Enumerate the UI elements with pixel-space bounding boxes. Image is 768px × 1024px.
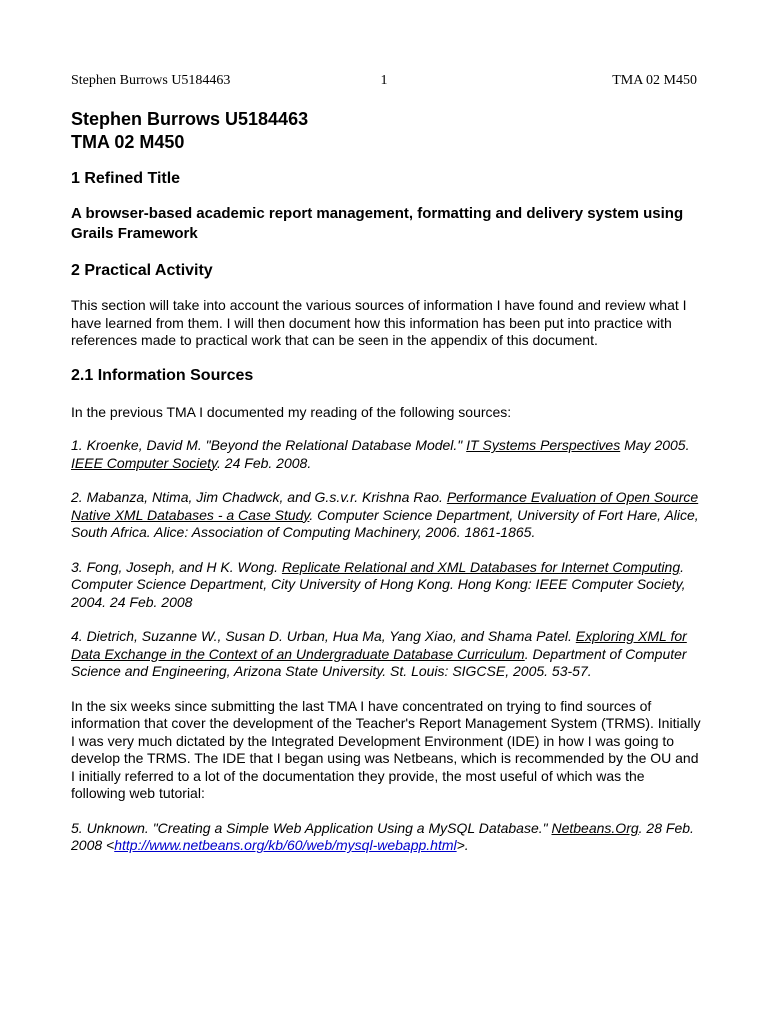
- header-right: TMA 02 M450: [612, 73, 697, 88]
- reference-4-title: Exploring XML for Data Exchange in the Context of an Undergraduate Database Curriculum: [71, 628, 687, 662]
- header-left: Stephen Burrows U5184463: [71, 73, 231, 88]
- running-header: [71, 73, 697, 89]
- reference-4: 4. Dietrich, Suzanne W., Susan D. Urban, Hua Ma, Yang Xiao, and Shama Patel. Exploring XML for Data Exchange in the Context of an Undergraduate Database Curriculum. Department of Computer Science and Engineering, Arizona State University. St. Louis: SIGCSE, 2005. 53-57.: [71, 628, 687, 679]
- reference-3: 3. Fong, Joseph, and H K. Wong. Replicate Relational and XML Databases for Internet Computing. Computer Science Department, City University of Hong Kong. Hong Kong: IEEE Computer Society, 2004. 24 Feb. 2008: [71, 558, 686, 610]
- refined-title: A browser-based academic report management, formatting and delivery system using Grails Framework: [71, 205, 684, 242]
- section-2-intro: This section will take into account the various sources of information I have found and review what I have learned from them. I will then document how this information has been put into practice with references made to practical work that can be seen in the appendix of this document.: [71, 297, 687, 348]
- reference-1: 1. Kroenke, David M. "Beyond the Relational Database Model." IT Systems Perspectives May 2005. IEEE Computer Society. 24 Feb. 2008.: [71, 437, 690, 471]
- section-1-heading: 1 Refined Title: [71, 170, 181, 187]
- header-page-number: 1: [380, 73, 388, 88]
- reference-2: 2. Mabanza, Ntima, Jim Chadwck, and G.s.v.r. Krishna Rao. Performance Evaluation of Open Source Native XML Databases - a Case Study. Computer Science Department, University of Fort Hare, Alice, South Africa. Alice: Association of Computing Machinery, 2006. 1861-1865.: [71, 489, 699, 540]
- reference-1-publisher: IEEE Computer Society: [71, 454, 218, 471]
- title-line-2: TMA 02 M450: [71, 132, 185, 152]
- section-2-heading: 2 Practical Activity: [71, 262, 213, 279]
- reference-5: 5. Unknown. "Creating a Simple Web Application Using a MySQL Database." Netbeans.Org. 28 Feb. 2008 <http://www.netbeans.org/kb/60/web/mysql-webapp.html>.: [71, 819, 694, 853]
- six-weeks-paragraph: In the six weeks since submitting the last TMA I have concentrated on trying to find sources of information that cover the development of the Teacher's Report Management System (TRMS). Initially I was very much dictated by the Integrated Development Environment (IDE) in how I was going to develop the TRMS. The IDE that I began using was Netbeans, which is recommended by the OU and I initially referred to a lot of the documentation they provide, the most useful of which was the following web tutorial:: [71, 697, 701, 801]
- reference-3-title: Replicate Relational and XML Databases for Internet Computing: [281, 558, 681, 575]
- reference-2-title: Performance Evaluation of Open Source Native XML Databases - a Case Study: [71, 489, 699, 523]
- document-title: [71, 108, 701, 154]
- document-body: [71, 108, 701, 855]
- sources-intro: In the previous TMA I documented my reading of the following sources:: [71, 403, 512, 420]
- title-line-1: Stephen Burrows U5184463: [71, 109, 309, 129]
- reference-5-site: Netbeans.Org: [551, 819, 639, 836]
- reference-1-publication: IT Systems Perspectives: [466, 437, 621, 453]
- section-2-1-heading: 2.1 Information Sources: [71, 366, 254, 384]
- netbeans-tutorial-link[interactable]: http://www.netbeans.org/kb/60/web/mysql-webapp.html: [114, 837, 457, 853]
